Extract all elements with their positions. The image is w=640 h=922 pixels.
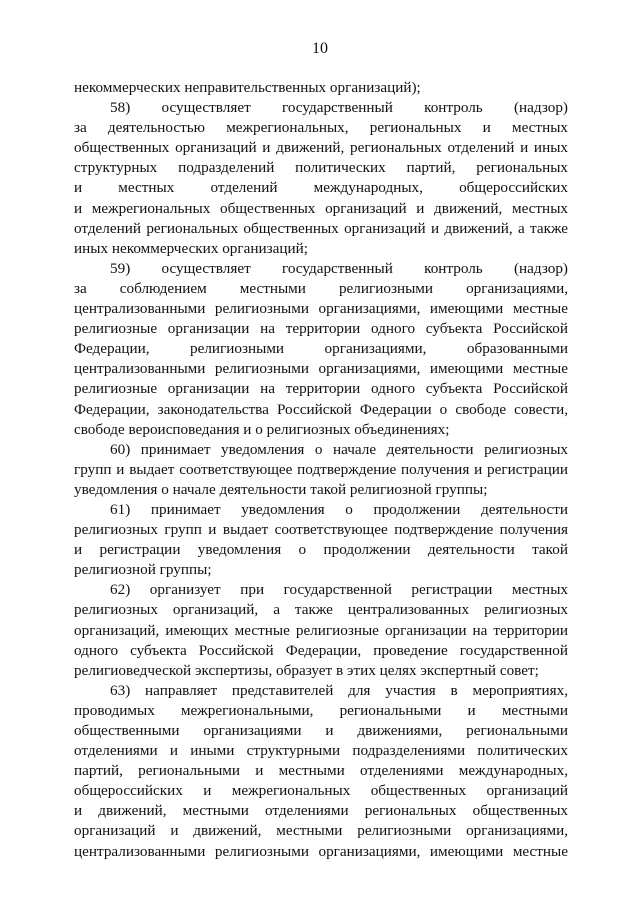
text-line: организаций и движений, местными религиозными организациями, [74, 822, 568, 840]
text-line: 60) принимает уведомления о начале деятельности религиозных [110, 440, 568, 458]
text-line: за соблюдением местными религиозными организациями, [74, 279, 568, 297]
text-line: и межрегиональных общественных организаций и движений, местных [74, 199, 568, 217]
text-line: организаций, имеющих местные религиозные организации на территории [74, 621, 568, 639]
text-line: Федерации, религиозными организациями, образованными [74, 340, 568, 358]
text-line: структурных подразделений политических партий, региональных [74, 159, 568, 177]
text-line: общероссийских и межрегиональных общественных организаций [74, 782, 568, 800]
text-line: общественных организаций и движений, региональных отделений и иных [74, 139, 568, 157]
text-line: и движений, местными отделениями региональных общественных [74, 802, 568, 820]
text-line: 63) направляет представителей для участия в мероприятиях, [110, 681, 568, 699]
text-line: религиоведческой экспертизы, образует в этих целях экспертный совет; [74, 661, 539, 679]
text-line: религиозной группы; [74, 561, 212, 579]
text-line: централизованными религиозными организациями, имеющими местные [74, 842, 568, 860]
text-line: централизованными религиозными организациями, имеющими местные [74, 300, 568, 318]
page-number: 10 [312, 40, 328, 57]
text-line: централизованными религиозными организациями, имеющими местные [74, 360, 568, 378]
text-line: религиозных групп и выдает соответствующее подтверждение получения [74, 521, 568, 539]
text-line: проводимых межрегиональными, региональными и местными [74, 701, 568, 719]
text-line: отделений региональных общественных организаций и движений, а также [74, 219, 568, 237]
text-line: и местных отделений международных, общероссийских [74, 179, 568, 197]
text-line: за деятельностью межрегиональных, региональных и местных [74, 119, 568, 137]
text-line: партий, региональными и местными отделениями международных, [74, 762, 568, 780]
text-line: Федерации, законодательства Российской Федерации о свободе совести, [74, 400, 568, 418]
text-line: и регистрации уведомления о продолжении деятельности такой [74, 541, 568, 559]
text-line: религиозные организации на территории одного субъекта Российской [74, 380, 568, 398]
text-line: религиозных организаций, а также централизованных религиозных [74, 601, 568, 619]
text-line: свободе вероисповедания и о религиозных объединениях; [74, 420, 450, 438]
text-line: одного субъекта Российской Федерации, проведение государственной [74, 641, 568, 659]
body-text [74, 78, 568, 862]
text-line: 62) организует при государственной регистрации местных [110, 581, 568, 599]
text-line: общественными организациями и движениями, региональными [74, 722, 568, 739]
text-line: некоммерческих неправительственных организаций); [74, 79, 421, 96]
text-line: групп и выдает соответствующее подтверждение получения и регистрации [74, 460, 568, 478]
text-line: отделениями и иными структурными подразделениями политических [74, 742, 568, 760]
text-line: 58) осуществляет государственный контроль (надзор) [110, 99, 568, 117]
text-line: уведомления о начале деятельности такой религиозной группы; [74, 480, 488, 498]
text-line: религиозные организации на территории одного субъекта Российской [74, 320, 568, 338]
text-line: 61) принимает уведомления о продолжении деятельности [110, 500, 568, 518]
text-line: 59) осуществляет государственный контроль (надзор) [110, 259, 568, 277]
text-line: иных некоммерческих организаций; [74, 239, 308, 257]
